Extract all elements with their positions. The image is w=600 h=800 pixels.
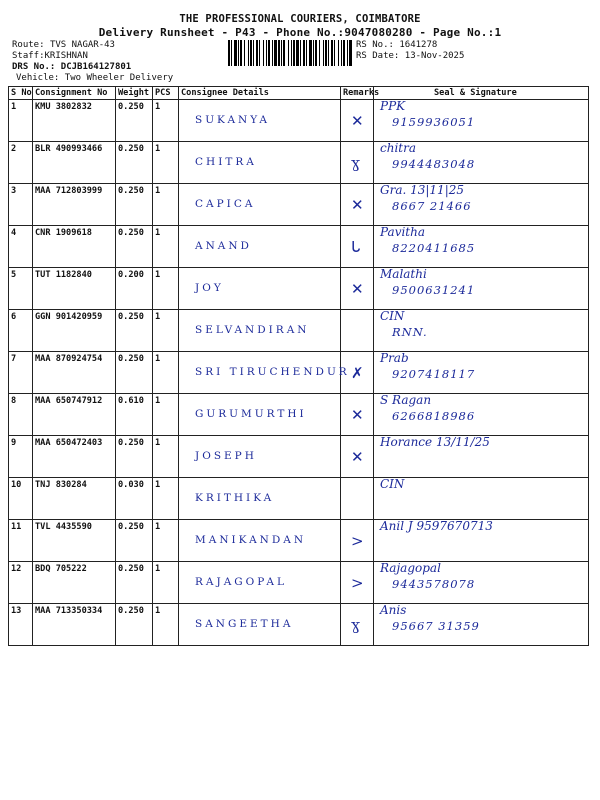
row-remarks-cell	[341, 394, 374, 436]
row-sno: 4	[9, 226, 33, 268]
rs-no-label: RS No.:	[356, 40, 394, 50]
route-label: Route:	[12, 40, 45, 50]
drs-line	[12, 62, 131, 73]
barcode-image	[228, 40, 350, 66]
row-consignment-no: MAA 712803999	[33, 184, 116, 226]
table-header-row	[9, 87, 589, 100]
row-remark-mark: >	[351, 532, 364, 550]
row-sno: 11	[9, 520, 33, 562]
row-consignee-name: ANAND	[195, 240, 252, 252]
rs-date-label: RS Date:	[356, 51, 400, 61]
barcode-bar	[313, 40, 314, 66]
row-consignee-name: SANGEETHA	[195, 618, 294, 630]
barcode-bar	[306, 40, 307, 66]
row-remark-mark: ✕	[351, 280, 364, 298]
row-consignment-no: BDQ 705222	[33, 562, 116, 604]
row-signature: Malathi	[380, 267, 427, 281]
row-pcs: 1	[153, 142, 179, 184]
barcode-bar	[349, 40, 352, 66]
barcode-bar	[238, 40, 239, 66]
table-row	[9, 562, 589, 604]
barcode-bar	[278, 40, 280, 66]
row-remark-mark: ✕	[351, 196, 364, 214]
row-signature-cell	[374, 604, 589, 646]
row-consignee-cell	[179, 562, 341, 604]
row-consignee-name: JOY	[195, 282, 224, 294]
row-consignee-cell	[179, 100, 341, 142]
col-signature: Seal & Signature	[374, 87, 589, 100]
row-weight: 0.030	[116, 478, 153, 520]
barcode-bar	[309, 40, 312, 66]
row-signature: CIN	[380, 309, 405, 323]
table-row	[9, 226, 589, 268]
row-remarks-cell	[341, 310, 374, 352]
row-consignee-name: RAJAGOPAL	[195, 576, 287, 588]
row-consignee-cell	[179, 352, 350, 394]
table-row	[9, 436, 589, 478]
row-signature: Rajagopal	[380, 561, 441, 575]
row-signature-phone: 9500631241	[392, 283, 476, 297]
row-remark-mark: ɣ	[351, 154, 360, 172]
barcode-bar	[323, 40, 324, 66]
row-pcs: 1	[153, 352, 179, 394]
col-remarks: Remarks	[341, 87, 374, 100]
barcode-bar	[288, 40, 289, 66]
barcode-bar	[303, 40, 305, 66]
row-weight: 0.250	[116, 184, 153, 226]
barcode-bar	[331, 40, 333, 66]
row-remark-mark: ✕	[351, 112, 364, 130]
row-pcs: 1	[153, 394, 179, 436]
row-signature-cell	[374, 184, 589, 226]
table-row	[9, 478, 589, 520]
barcode-bar	[319, 40, 320, 66]
row-signature-phone: 8667 21466	[392, 199, 472, 213]
row-remarks-cell	[341, 226, 374, 268]
barcode-bar	[281, 40, 282, 66]
barcode-bar	[334, 40, 335, 66]
barcode-bar	[296, 40, 299, 66]
row-weight: 0.610	[116, 394, 153, 436]
row-consignee-name: SRI TIRUCHENDUR	[195, 366, 350, 378]
row-weight: 0.250	[116, 100, 153, 142]
row-consignee-cell	[179, 226, 341, 268]
col-consignee: Consignee Details	[179, 87, 341, 100]
row-signature-phone: 9159936051	[392, 115, 476, 129]
route-line	[12, 40, 115, 51]
row-signature: Gra. 13|11|25	[380, 183, 464, 197]
row-signature-cell	[374, 268, 589, 310]
row-pcs: 1	[153, 100, 179, 142]
table-row	[9, 268, 589, 310]
row-signature-phone: 9944483048	[392, 157, 476, 171]
row-signature: PPK	[380, 99, 406, 113]
row-consignee-cell	[179, 520, 341, 562]
row-pcs: 1	[153, 436, 179, 478]
barcode-bar	[268, 40, 270, 66]
staff-label: Staff:	[12, 51, 45, 61]
row-pcs: 1	[153, 478, 179, 520]
row-weight: 0.250	[116, 562, 153, 604]
row-remarks-cell	[341, 562, 374, 604]
row-sno: 5	[9, 268, 33, 310]
rs-no-line	[356, 40, 437, 51]
row-pcs: 1	[153, 226, 179, 268]
barcode-bar	[338, 40, 339, 66]
row-weight: 0.250	[116, 604, 153, 646]
row-consignee-name: CAPICA	[195, 198, 256, 210]
barcode-bar	[240, 40, 242, 66]
row-consignment-no: KMU 3802832	[33, 100, 116, 142]
barcode-bar	[328, 40, 329, 66]
row-signature-cell	[374, 142, 589, 184]
row-sno: 10	[9, 478, 33, 520]
col-consignment: Consignment No	[33, 87, 116, 100]
row-consignee-cell	[179, 394, 341, 436]
row-signature-cell	[374, 562, 589, 604]
row-remark-mark: ᒐ	[351, 238, 361, 256]
vehicle-label: Vehicle:	[16, 73, 60, 83]
table-row	[9, 352, 589, 394]
barcode-bar	[231, 40, 232, 66]
row-pcs: 1	[153, 520, 179, 562]
row-signature-cell	[374, 310, 589, 352]
row-consignment-no: GGN 901420959	[33, 310, 116, 352]
row-consignment-no: BLR 490993466	[33, 142, 116, 184]
col-weight: Weight	[116, 87, 153, 100]
table-row	[9, 184, 589, 226]
table-row	[9, 520, 589, 562]
row-signature-cell	[374, 100, 589, 142]
row-weight: 0.250	[116, 142, 153, 184]
vehicle-line	[16, 73, 173, 84]
barcode-bar	[283, 40, 285, 66]
row-consignee-name: JOSEPH	[195, 450, 257, 462]
vehicle-value: Two Wheeler Delivery	[64, 73, 174, 83]
row-signature-cell	[374, 226, 589, 268]
barcode-bar	[228, 40, 230, 66]
barcode-bar	[300, 40, 301, 66]
row-consignment-no: TNJ 830284	[33, 478, 116, 520]
barcode-bar	[347, 40, 348, 66]
row-consignment-no: CNR 1909618	[33, 226, 116, 268]
barcode-bar	[274, 40, 277, 66]
barcode-bar	[272, 40, 273, 66]
row-consignment-no: MAA 870924754	[33, 352, 116, 394]
row-weight: 0.250	[116, 226, 153, 268]
rs-no-value: 1641278	[399, 40, 438, 50]
row-remarks-cell	[341, 352, 374, 394]
row-pcs: 1	[153, 268, 179, 310]
delivery-table	[8, 86, 589, 646]
row-signature-cell	[374, 436, 589, 478]
row-remarks-cell	[341, 100, 374, 142]
row-signature: Anil J 9597670713	[380, 519, 493, 533]
row-remarks-cell	[341, 604, 374, 646]
col-sno: S No	[9, 87, 33, 100]
barcode-bar	[253, 40, 254, 66]
barcode-bar	[259, 40, 260, 66]
staff-line	[12, 51, 88, 62]
row-signature-phone: 8220411685	[392, 241, 476, 255]
barcode-bar	[341, 40, 342, 66]
row-weight: 0.250	[116, 520, 153, 562]
row-remarks-cell	[341, 436, 374, 478]
row-signature: Pavitha	[380, 225, 426, 239]
barcode-bar	[244, 40, 245, 66]
row-remark-mark: ✕	[351, 448, 364, 466]
row-weight: 0.250	[116, 310, 153, 352]
row-consignee-cell	[179, 436, 341, 478]
row-signature-phone: RNN.	[392, 325, 428, 339]
barcode-bar	[293, 40, 295, 66]
row-consignee-cell	[179, 268, 341, 310]
table-row	[9, 394, 589, 436]
row-consignee-cell	[179, 478, 341, 520]
row-consignee-name: MANIKANDAN	[195, 534, 307, 546]
drs-value: DCJB164127801	[60, 62, 132, 72]
barcode-bar	[343, 40, 345, 66]
row-remarks-cell	[341, 268, 374, 310]
barcode-bar	[315, 40, 317, 66]
row-remark-mark: ✕	[351, 406, 364, 424]
row-weight: 0.200	[116, 268, 153, 310]
barcode-bar	[248, 40, 249, 66]
row-remarks-cell	[341, 478, 374, 520]
row-consignee-cell	[179, 604, 341, 646]
row-pcs: 1	[153, 562, 179, 604]
row-remarks-cell	[341, 520, 374, 562]
row-consignment-no: MAA 713350334	[33, 604, 116, 646]
row-signature-phone: 95667 31359	[392, 619, 480, 633]
barcode-bar	[291, 40, 292, 66]
row-remarks-cell	[341, 142, 374, 184]
row-signature: Anis	[380, 603, 407, 617]
row-pcs: 1	[153, 184, 179, 226]
row-sno: 9	[9, 436, 33, 478]
rs-date-value: 13-Nov-2025	[404, 51, 465, 61]
row-signature-cell	[374, 520, 589, 562]
col-pcs: PCS	[153, 87, 179, 100]
barcode-bar	[234, 40, 237, 66]
staff-value: KRISHNAN	[44, 51, 88, 61]
barcode-bar	[266, 40, 267, 66]
rs-date-line	[356, 51, 464, 62]
row-consignment-no: TVL 4435590	[33, 520, 116, 562]
row-weight: 0.250	[116, 352, 153, 394]
route-value: TVS NAGAR-43	[49, 40, 115, 50]
row-signature-cell	[374, 352, 589, 394]
row-pcs: 1	[153, 310, 179, 352]
row-weight: 0.250	[116, 436, 153, 478]
row-sno: 1	[9, 100, 33, 142]
row-sno: 2	[9, 142, 33, 184]
row-remark-mark: ✗	[351, 364, 364, 382]
row-signature: Prab	[380, 351, 409, 365]
barcode-bar	[250, 40, 252, 66]
row-sno: 8	[9, 394, 33, 436]
drs-label: DRS No.:	[12, 62, 56, 72]
row-signature-phone: 6266818986	[392, 409, 476, 423]
row-sno: 12	[9, 562, 33, 604]
row-consignee-name: GURUMURTHI	[195, 408, 307, 420]
company-title: THE PROFESSIONAL COURIERS, COIMBATORE	[179, 13, 421, 25]
row-signature: S Ragan	[380, 393, 432, 407]
row-consignee-name: CHITRA	[195, 156, 257, 168]
row-signature-cell	[374, 394, 589, 436]
table-row	[9, 142, 589, 184]
row-sno: 7	[9, 352, 33, 394]
row-consignee-cell	[179, 184, 341, 226]
runsheet-subtitle: Delivery Runsheet - P43 - Phone No.:9047080280 - Page No.:1	[98, 26, 502, 39]
table-row	[9, 310, 589, 352]
row-consignment-no: MAA 650472403	[33, 436, 116, 478]
row-signature-phone: 9207418117	[392, 367, 476, 381]
row-signature: CIN	[380, 477, 405, 491]
row-sno: 3	[9, 184, 33, 226]
barcode-bar	[325, 40, 327, 66]
row-signature: chitra	[380, 141, 416, 155]
row-consignment-no: MAA 650747912	[33, 394, 116, 436]
row-consignee-cell	[179, 142, 341, 184]
row-consignee-cell	[179, 310, 341, 352]
row-signature-phone: 9443578078	[392, 577, 476, 591]
row-consignee-name: KRITHIKA	[195, 492, 275, 504]
barcode-bar	[263, 40, 264, 66]
row-consignee-name: SELVANDIRAN	[195, 324, 310, 336]
row-remark-mark: ɣ	[351, 616, 360, 634]
table-row	[9, 100, 589, 142]
row-remark-mark: >	[351, 574, 364, 592]
row-consignment-no: TUT 1182840	[33, 268, 116, 310]
barcode-bar	[256, 40, 258, 66]
row-signature: Horance 13/11/25	[380, 435, 490, 449]
row-remarks-cell	[341, 184, 374, 226]
row-signature-cell	[374, 478, 589, 520]
row-sno: 6	[9, 310, 33, 352]
table-row	[9, 604, 589, 646]
row-consignee-name: SUKANYA	[195, 114, 270, 126]
row-sno: 13	[9, 604, 33, 646]
row-pcs: 1	[153, 604, 179, 646]
